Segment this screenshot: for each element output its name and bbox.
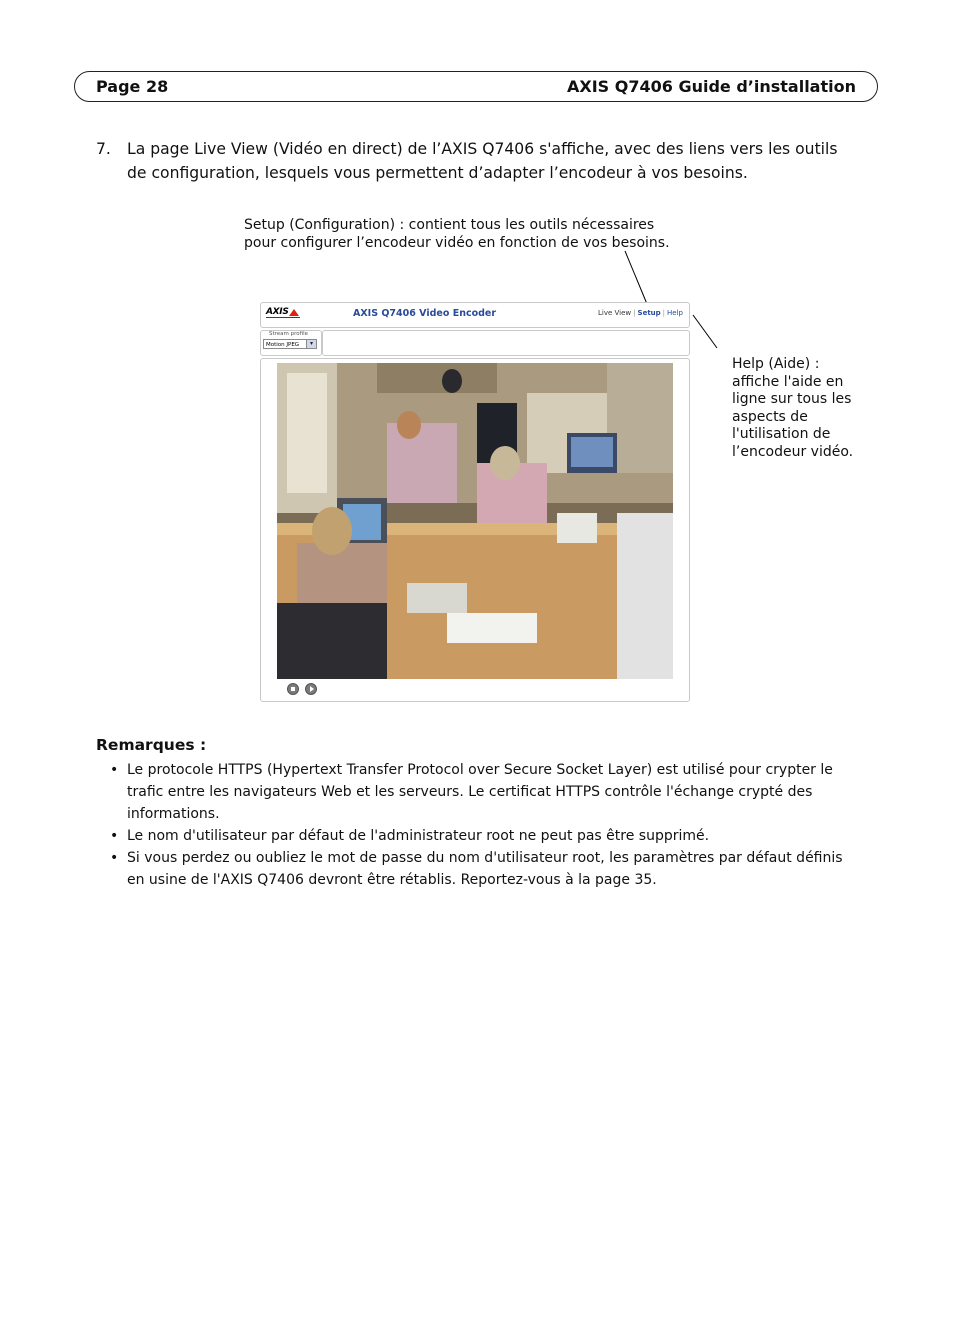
setup-callout: Setup (Configuration) : contient tous les outils nécessaires pour configurer l’encodeur vidéo en fonction de vos besoins. [244,217,670,251]
list-item [110,847,860,891]
bullet-icon: • [110,850,119,866]
note-text: Le nom d'utilisateur par défaut de l'administrateur root ne peut pas être supprimé. [127,828,710,844]
chevron-down-icon[interactable]: ▾ [306,340,316,348]
stream-profile-label: Stream profile [269,331,309,337]
video-controls [287,683,587,697]
axis-logo: AXIS [266,307,289,317]
page-number: Page 28 [96,77,169,96]
setup-leader-line [625,251,647,304]
step-number: 7. [96,140,111,158]
stop-icon[interactable] [287,683,299,695]
video-image [277,363,673,679]
bullet-icon: • [110,828,119,844]
note-text: Si vous perdez ou oubliez le mot de passe du nom d'utilisateur root, les paramètres par défaut définis en usine de l'AXIS Q7406 devront être rétablis. Reportez-vous à la page 35. [127,850,843,888]
live-view-screenshot [260,302,690,702]
notes-list [110,759,860,891]
list-item [110,825,860,847]
stream-profile-box [260,330,322,356]
bullet-icon: • [110,762,119,778]
help-leader-line [693,315,717,348]
nav-help[interactable]: Help [667,309,683,317]
toolbar-panel [322,330,690,356]
nav-setup[interactable]: Setup [637,309,661,317]
axis-logo-underline [266,317,300,321]
video-frame [260,358,690,702]
office-scene-illustration [277,363,673,679]
live-view-topbar [260,302,690,328]
step-text: La page Live View (Vidéo en direct) de l’AXIS Q7406 s'affiche, avec des liens vers les outils de configuration, lesquels vous permettent d’adapter l’encodeur à vos besoins. [127,140,838,182]
list-item [110,759,860,825]
nav-live-view[interactable]: Live View [598,309,632,317]
document-title: AXIS Q7406 Guide d’installation [566,77,856,96]
top-nav: Live View | Setup | Help [598,309,683,317]
axis-logo-triangle-icon [289,309,299,316]
note-text: Le protocole HTTPS (Hypertext Transfer Protocol over Secure Socket Layer) est utilisé pour crypter le trafic entre les navigateurs Web et les serveurs. Le certificat HTTPS contrôle l'échange crypté des informations. [127,762,833,822]
page-header [74,71,878,102]
play-icon[interactable] [305,683,317,695]
product-title: AXIS Q7406 Video Encoder [353,308,497,319]
notes-title: Remarques : [96,736,207,754]
help-callout: Help (Aide) : affiche l'aide en ligne sur tous les aspects de l'utilisation de l’encodeur vidéo. [732,356,854,460]
stream-profile-select[interactable] [263,339,317,349]
stream-profile-value: Motion JPEG [266,342,300,348]
